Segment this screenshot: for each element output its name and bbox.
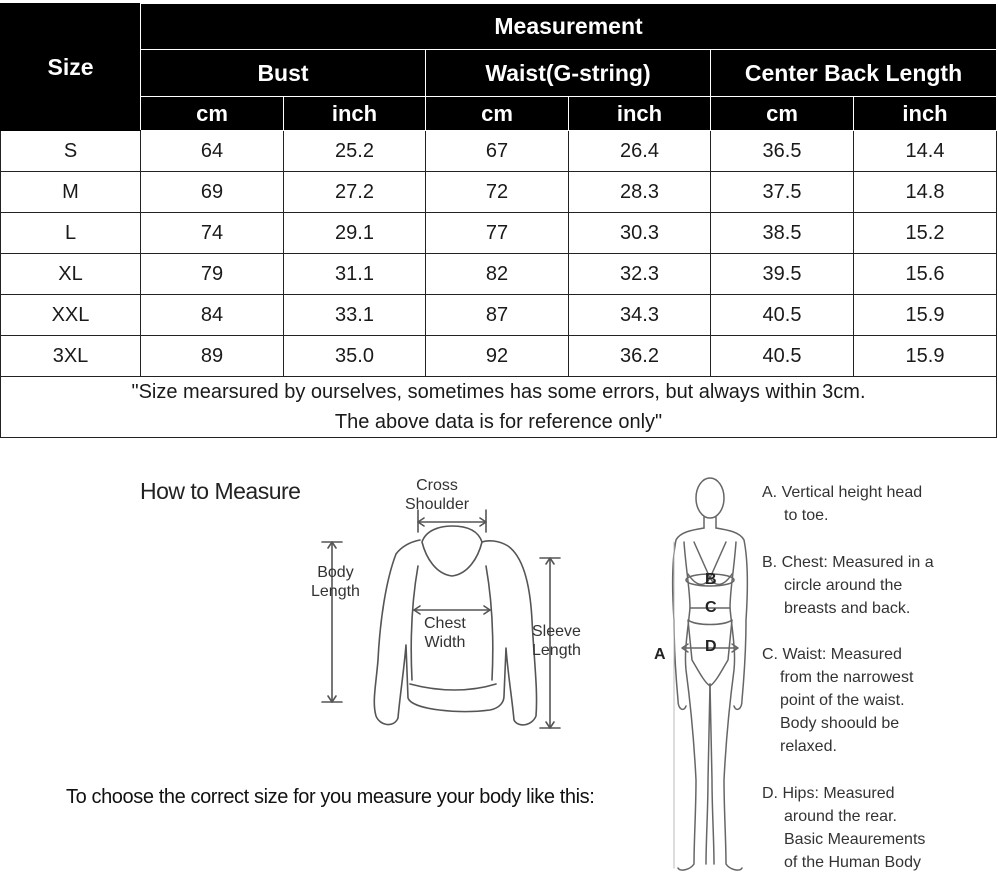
note-b: B. Chest: Measured in a circle around the breasts and back.: [762, 554, 934, 617]
value-cell: 77: [426, 213, 569, 254]
size-column-header: Size: [1, 4, 141, 131]
table-note-row: [1, 377, 997, 438]
value-cell: 38.5: [711, 213, 854, 254]
bust-header: Bust: [141, 50, 426, 97]
chest-width-label: Chest Width: [424, 615, 466, 651]
value-cell: 74: [141, 213, 284, 254]
sleeve-length-label: Sleeve Length: [532, 623, 581, 659]
value-cell: 82: [426, 254, 569, 295]
value-cell: 14.8: [854, 172, 997, 213]
value-cell: 40.5: [711, 295, 854, 336]
value-cell: 64: [141, 131, 284, 172]
table-row: [1, 131, 997, 172]
measurement-header: Measurement: [141, 4, 997, 50]
value-cell: 15.9: [854, 336, 997, 377]
value-cell: 79: [141, 254, 284, 295]
value-cell: 37.5: [711, 172, 854, 213]
value-cell: 35.0: [284, 336, 426, 377]
table-row: [1, 172, 997, 213]
marker-c: C: [705, 599, 717, 616]
size-cell: XL: [1, 254, 141, 295]
table-row: [1, 213, 997, 254]
value-cell: 15.9: [854, 295, 997, 336]
size-cell: XXL: [1, 295, 141, 336]
unit-header: inch: [569, 97, 711, 131]
note-d: D. Hips: Measured around the rear. Basic Meaurements of the Human Body: [762, 785, 926, 871]
value-cell: 89: [141, 336, 284, 377]
value-cell: 36.5: [711, 131, 854, 172]
table-row: [1, 336, 997, 377]
value-cell: 14.4: [854, 131, 997, 172]
value-cell: 15.6: [854, 254, 997, 295]
value-cell: 36.2: [569, 336, 711, 377]
unit-header: cm: [711, 97, 854, 131]
value-cell: 72: [426, 172, 569, 213]
value-cell: 39.5: [711, 254, 854, 295]
unit-header: inch: [854, 97, 997, 131]
value-cell: 33.1: [284, 295, 426, 336]
body-figure-diagram: [650, 470, 760, 878]
note-c: C. Waist: Measured from the narrowest point of the waist. Body shoould be relaxed.: [762, 646, 914, 755]
unit-header: cm: [141, 97, 284, 131]
cross-shoulder-label: Cross Shoulder: [405, 477, 470, 513]
value-cell: 27.2: [284, 172, 426, 213]
value-cell: 31.1: [284, 254, 426, 295]
head: [696, 478, 724, 518]
marker-a: A: [654, 646, 666, 663]
note-a: A. Vertical height head to toe.: [762, 484, 923, 524]
table-note: [1, 377, 997, 438]
size-chart-table: [0, 3, 997, 438]
value-cell: 34.3: [569, 295, 711, 336]
size-cell: M: [1, 172, 141, 213]
marker-d: D: [705, 638, 717, 655]
value-cell: 26.4: [569, 131, 711, 172]
value-cell: 32.3: [569, 254, 711, 295]
marker-b: B: [705, 571, 717, 588]
value-cell: 92: [426, 336, 569, 377]
table-row: [1, 295, 997, 336]
value-cell: 84: [141, 295, 284, 336]
value-cell: 67: [426, 131, 569, 172]
value-cell: 25.2: [284, 131, 426, 172]
value-cell: 29.1: [284, 213, 426, 254]
value-cell: 28.3: [569, 172, 711, 213]
size-cell: 3XL: [1, 336, 141, 377]
value-cell: 69: [141, 172, 284, 213]
body-length-label: Body Length: [311, 564, 360, 600]
size-cell: L: [1, 213, 141, 254]
unit-header: cm: [426, 97, 569, 131]
size-cell: S: [1, 131, 141, 172]
value-cell: 40.5: [711, 336, 854, 377]
waist-header: Waist(G-string): [426, 50, 711, 97]
center-back-length-header: Center Back Length: [711, 50, 997, 97]
note-line: "Size mearsured by ourselves, sometimes has some errors, but always within 3cm.: [131, 381, 866, 403]
unit-header: inch: [284, 97, 426, 131]
how-to-measure-title: How to Measure: [140, 478, 301, 504]
table-row: [1, 254, 997, 295]
measure-instruction: To choose the correct size for you measure your body like this:: [66, 786, 595, 808]
value-cell: 87: [426, 295, 569, 336]
neckline: [422, 526, 482, 576]
note-line: The above data is for reference only": [334, 411, 663, 433]
value-cell: 30.3: [569, 213, 711, 254]
value-cell: 15.2: [854, 213, 997, 254]
